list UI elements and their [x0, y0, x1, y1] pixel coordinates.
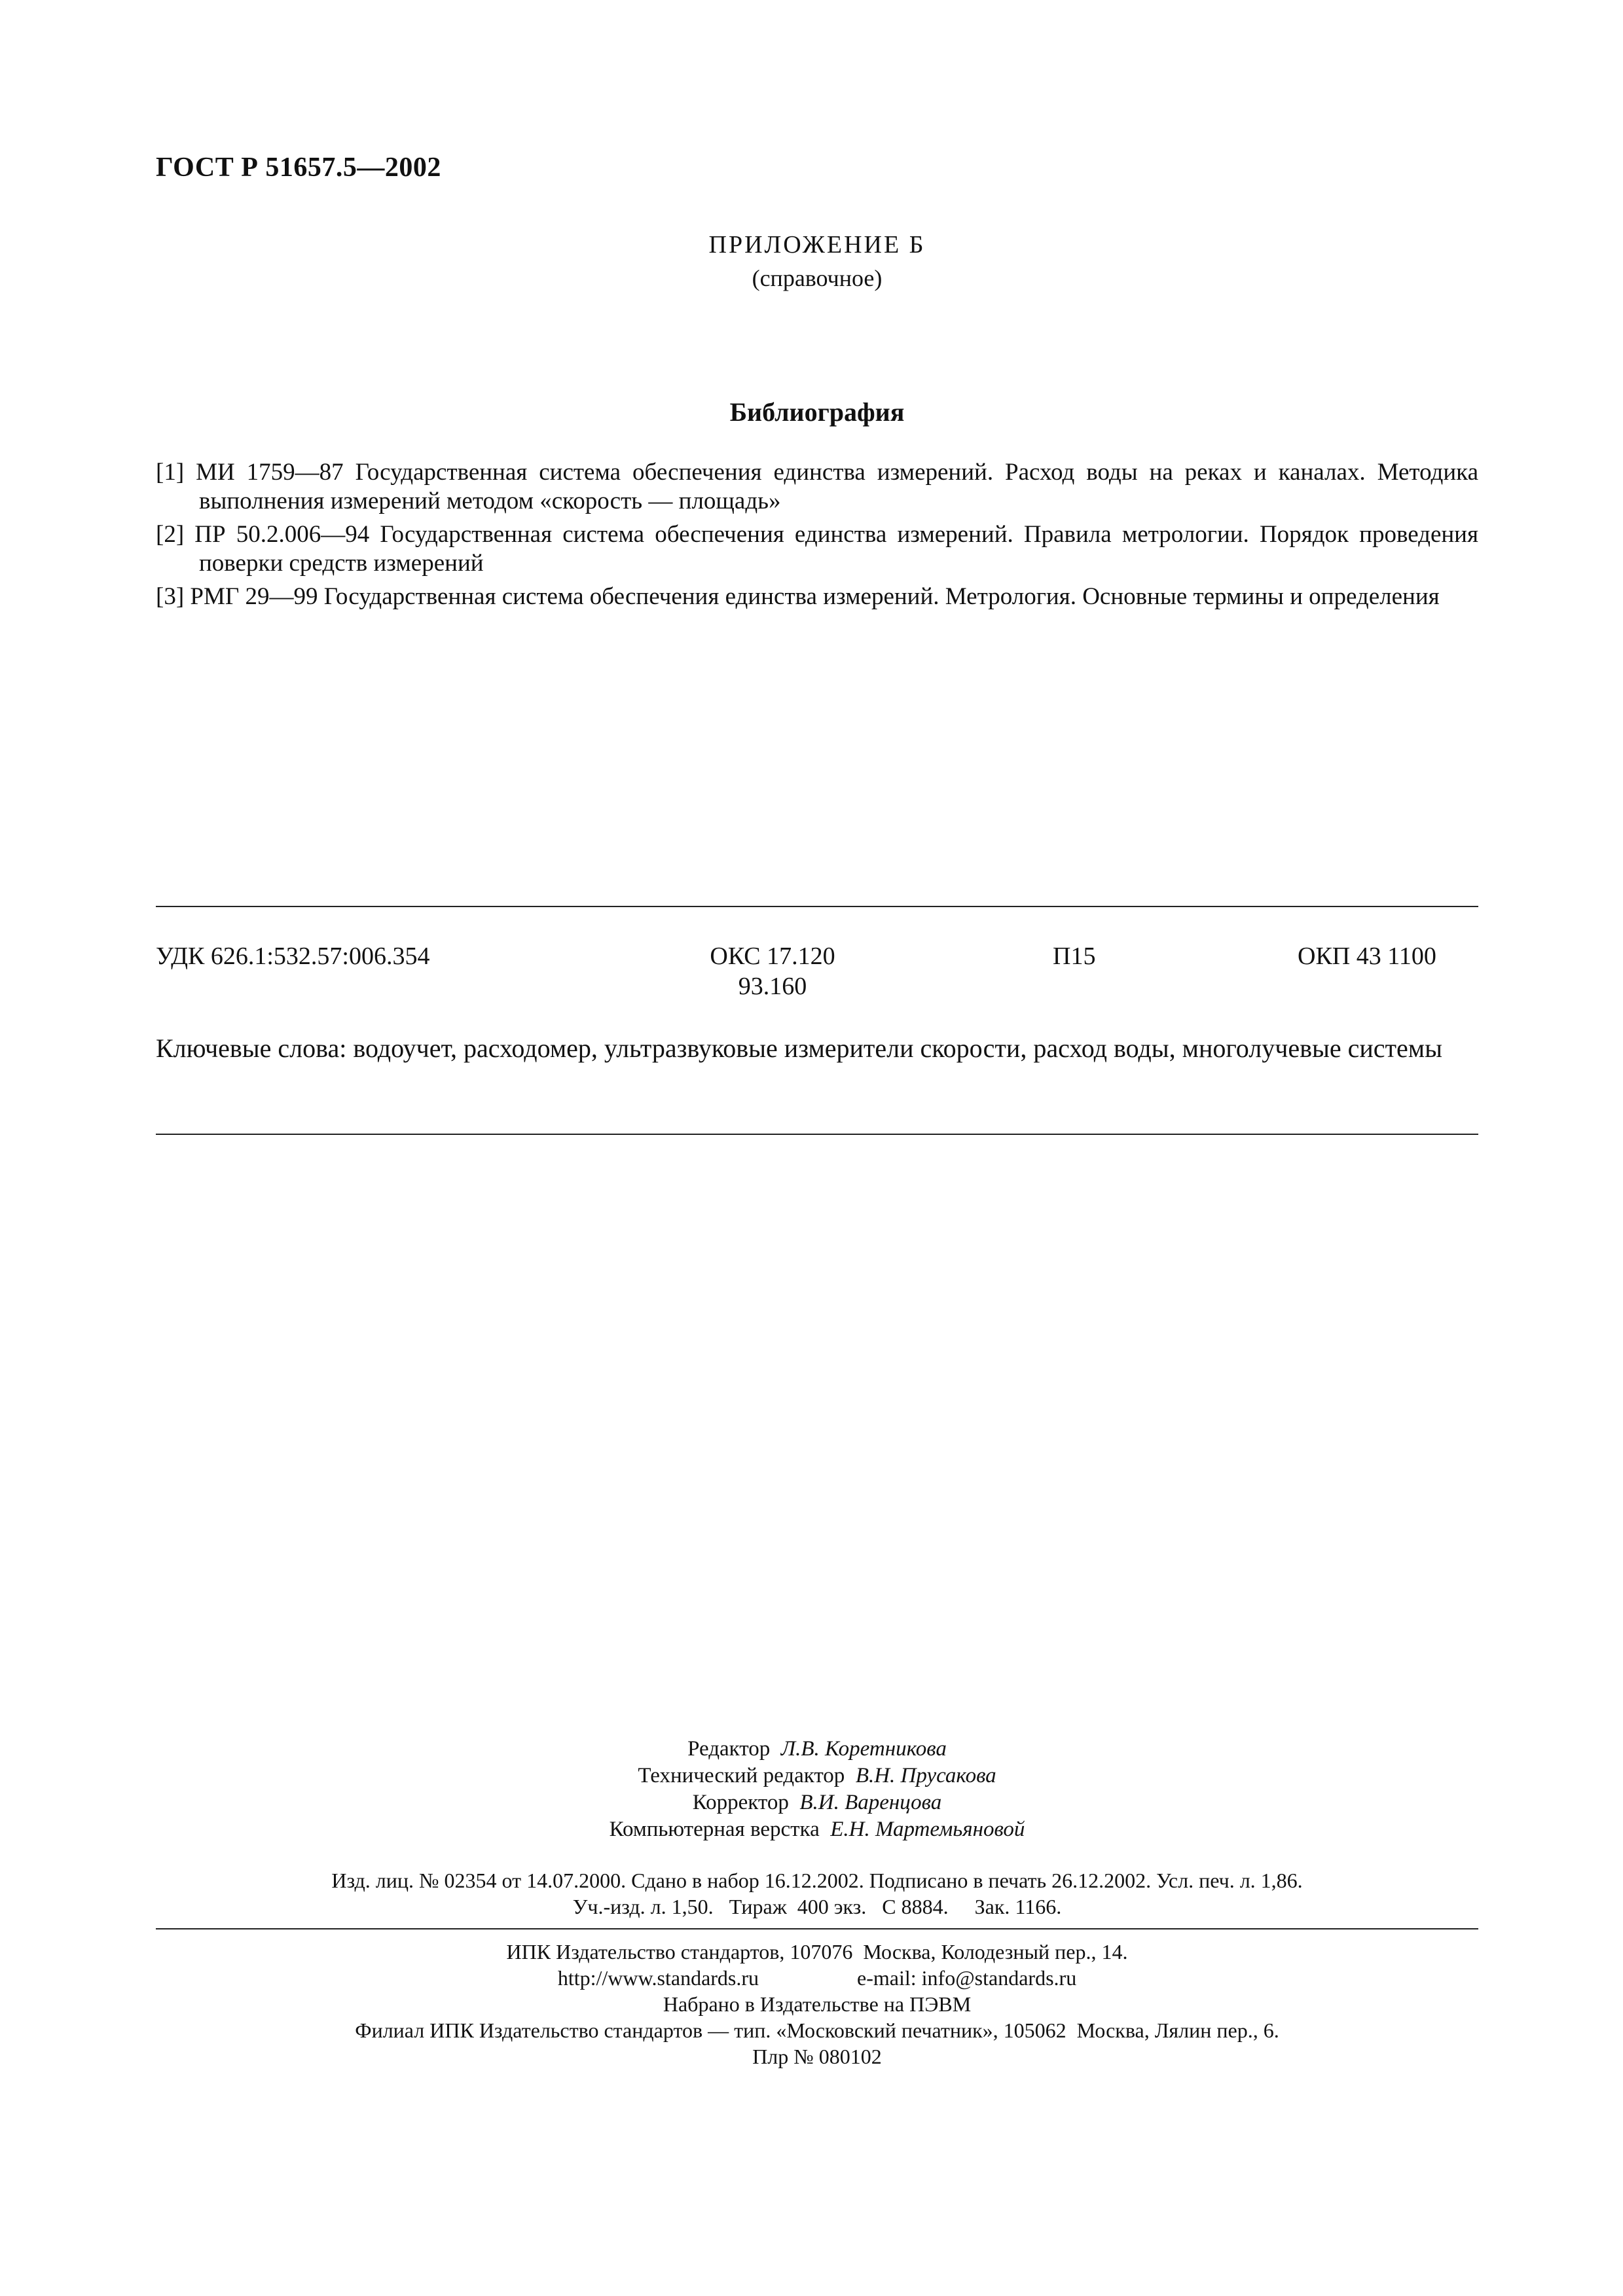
credit-name: Е.Н. Мартемьяновой [830, 1818, 1025, 1841]
oks-code-secondary: 93.160 [738, 973, 807, 1000]
credit-name: В.И. Варенцова [799, 1791, 942, 1814]
bibliography-list [156, 458, 1478, 616]
document-code: ГОСТ Р 51657.5—2002 [156, 152, 441, 183]
top-divider [156, 906, 1478, 907]
imprint-divider [156, 1928, 1478, 1929]
credits-block [156, 1736, 1478, 1843]
appendix-note: (справочное) [752, 265, 883, 291]
group-code: П15 [1053, 942, 1096, 970]
bibliography-entry: [2] ПР 50.2.006—94 Государственная система обеспечения единства измерений. Правила метрологии. Порядок проведения поверки средств измерений [156, 521, 1478, 577]
publisher-contacts [156, 1965, 1478, 1991]
credit-proofreader [156, 1789, 1478, 1816]
bibliography-heading: Библиография [729, 397, 905, 427]
bottom-divider [156, 1134, 1478, 1135]
publisher-block [156, 1939, 1478, 2070]
bibliography-entry: [1] МИ 1759—87 Государственная система обеспечения единства измерений. Расход воды на реках и каналах. Методика выполнения измерений методом «скорость — площадь» [156, 459, 1478, 514]
credit-label: Редактор [687, 1737, 771, 1761]
bibliography-entry: [3] РМГ 29—99 Государственная система обеспечения единства измерений. Метрология. Основные термины и определения [156, 583, 1440, 610]
udk-code: УДК 626.1:532.57:006.354 [156, 942, 430, 970]
appendix-title: ПРИЛОЖЕНИЕ Б [708, 231, 926, 259]
publisher-plr: Плр № 080102 [752, 2045, 882, 2068]
imprint-line: Уч.-изд. л. 1,50. Тираж 400 экз. С 8884. Зак. 1166. [572, 1895, 1062, 1918]
credit-label: Корректор [692, 1791, 789, 1814]
imprint-block [156, 1867, 1478, 1920]
oks-codes [694, 941, 851, 1001]
publisher-typeset: Набрано в Издательстве на ПЭВМ [663, 1992, 972, 2016]
credit-layout [156, 1816, 1478, 1843]
credit-label: Технический редактор [638, 1764, 845, 1787]
publisher-email[interactable]: e-mail: info@standards.ru [857, 1966, 1077, 1990]
publisher-address: ИПК Издательство стандартов, 107076 Москва, Колодезный пер., 14. [506, 1940, 1128, 1964]
publisher-branch: Филиал ИПК Издательство стандартов — тип. «Московский печатник», 105062 Москва, Лялин пер., 6. [355, 2018, 1279, 2042]
publisher-website[interactable]: http://www.standards.ru [557, 1966, 759, 1990]
oks-code-primary: ОКС 17.120 [710, 942, 835, 970]
imprint-line: Изд. лиц. № 02354 от 14.07.2000. Сдано в набор 16.12.2002. Подписано в печать 26.12.2002. Усл. печ. л. 1,86. [331, 1869, 1303, 1892]
credit-name: В.Н. Прусакова [855, 1764, 996, 1787]
credit-tech-editor [156, 1763, 1478, 1789]
okp-code: ОКП 43 1100 [1298, 942, 1436, 970]
credit-editor [156, 1736, 1478, 1763]
credit-name: Л.В. Коретникова [780, 1737, 947, 1761]
keywords: Ключевые слова: водоучет, расходомер, ультразвуковые измерители скорости, расход воды, многолучевые системы [156, 1033, 1442, 1063]
credit-label: Компьютерная верстка [609, 1818, 820, 1841]
